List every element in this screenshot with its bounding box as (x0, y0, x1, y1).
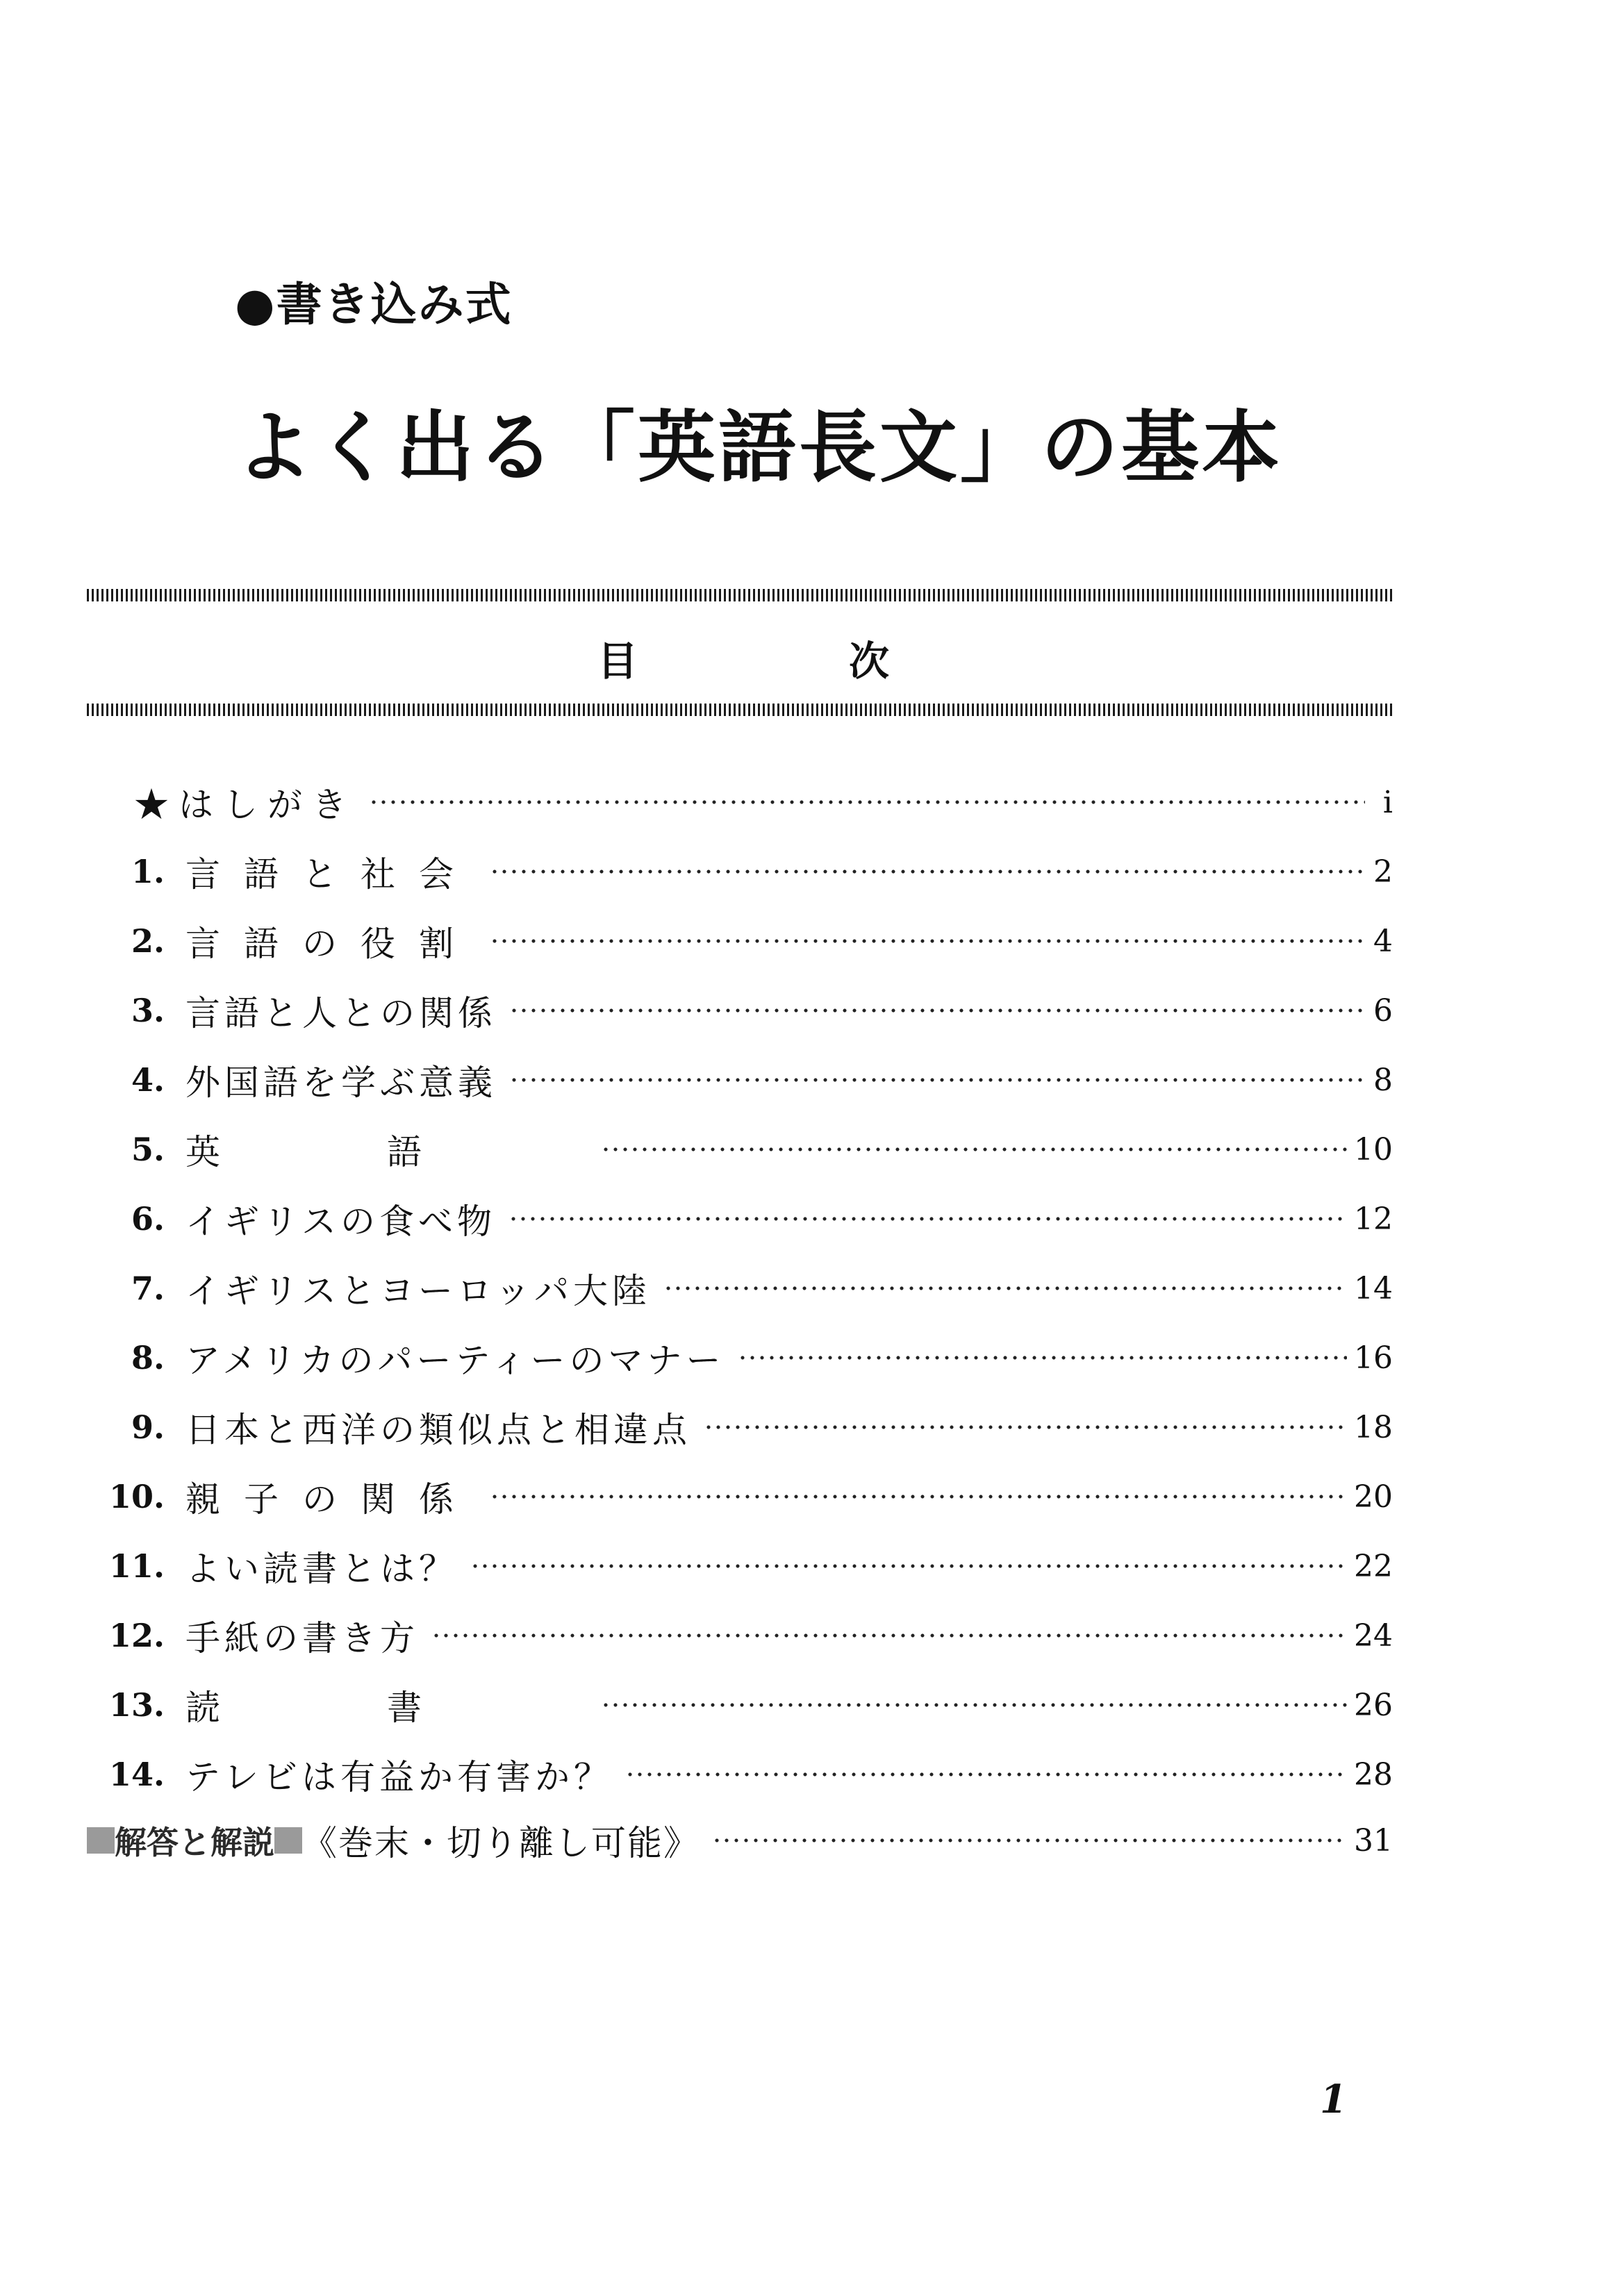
toc-entry-number: 2. (131, 922, 165, 960)
dot-leader (431, 1618, 1347, 1653)
toc-entry-number: 11. (108, 1547, 165, 1585)
appendix-note: 《巻末・切り離し可能》 (302, 1823, 700, 1863)
dot-leader (369, 785, 1365, 820)
toc-entry-11[interactable] (87, 1531, 1393, 1601)
toc-entry-page: 16 (1354, 1340, 1393, 1376)
toc-entry-7[interactable] (87, 1254, 1393, 1323)
toc-entry-14[interactable] (87, 1740, 1393, 1809)
toc-entry-page: 24 (1354, 1617, 1393, 1654)
dot-leader (601, 1132, 1347, 1167)
toc-entry-13[interactable] (87, 1670, 1393, 1740)
toc-entry-title: 日本と西洋の類似点と相違点 (185, 1410, 691, 1450)
toc-entry-number: 10. (108, 1478, 165, 1515)
toc-entry-page: 20 (1354, 1479, 1393, 1515)
toc-entry-page: 22 (1354, 1548, 1393, 1584)
toc-entry-number: 12. (108, 1617, 165, 1654)
toc-entry-page: 28 (1354, 1756, 1393, 1792)
toc-entry-number: 13. (108, 1686, 165, 1724)
toc-entry-title: 言語と社会 (185, 854, 477, 895)
toc-entry-page: 14 (1354, 1270, 1393, 1306)
appendix-marker-right (274, 1827, 302, 1854)
appendix-marker-left (87, 1827, 115, 1854)
toc-entry-2[interactable] (87, 906, 1393, 976)
toc-entry-number: 8. (131, 1339, 165, 1376)
toc-entry-number: 7. (131, 1270, 165, 1307)
toc-entry-appendix[interactable] (87, 1809, 1393, 1872)
toc-entry-page: 31 (1354, 1822, 1393, 1858)
toc-heading-left: 目 (597, 638, 638, 685)
toc-entry-title: イギリスとヨーロッパ大陸 (185, 1271, 651, 1311)
toc-entry-title: 英語 (185, 1132, 588, 1172)
toc-entry-3[interactable] (87, 976, 1393, 1045)
dot-leader (625, 1757, 1347, 1792)
toc-entry-8[interactable] (87, 1323, 1393, 1392)
toc-entry-number: 3. (131, 992, 165, 1029)
dot-leader (663, 1271, 1347, 1306)
toc-entry-title: イギリスの食べ物 (185, 1201, 496, 1242)
toc-entry-page: 10 (1354, 1131, 1393, 1167)
toc-entry-page: 8 (1373, 1062, 1393, 1098)
toc-entry-page: 18 (1354, 1409, 1393, 1445)
toc-entry-title: 外国語を学ぶ意義 (185, 1063, 497, 1103)
toc-entry-5[interactable] (87, 1115, 1393, 1184)
toc-entry-title: 言語と人との関係 (185, 993, 497, 1033)
dot-leader (509, 1063, 1365, 1097)
toc-entry-10[interactable] (87, 1462, 1393, 1531)
toc-entry-title: 親子の関係 (185, 1479, 477, 1520)
toc-entry-page: 12 (1354, 1201, 1393, 1237)
dot-leader (704, 1410, 1347, 1445)
dot-leader (738, 1340, 1348, 1375)
toc-entry-9[interactable] (87, 1392, 1393, 1462)
toc-entry-page: i (1382, 784, 1393, 820)
toc-entry-title: 言語の役割 (185, 924, 477, 964)
toc-entry-12[interactable] (87, 1601, 1393, 1670)
toc-entry-number: 6. (131, 1200, 165, 1238)
toc-entry-page: 4 (1373, 923, 1393, 959)
toc-entry-number: 1. (131, 853, 165, 890)
toc-entry-title: 読書 (185, 1688, 588, 1728)
toc-entry-title: ★はしがき (134, 785, 356, 825)
dot-leader (490, 854, 1365, 889)
toc-entry-number: 14. (108, 1756, 165, 1793)
dot-leader (508, 1201, 1347, 1236)
toc-entry-number: 4. (131, 1061, 165, 1099)
table-of-contents (87, 767, 1393, 1872)
bottom-decorative-rule (87, 704, 1393, 716)
toc-entry-6[interactable] (87, 1184, 1393, 1254)
toc-entry-page: 26 (1354, 1687, 1393, 1723)
page-number: 1 (1320, 2077, 1347, 2122)
dot-leader (601, 1688, 1347, 1722)
toc-entry-page: 2 (1373, 854, 1393, 890)
toc-entry-1[interactable] (87, 837, 1393, 906)
toc-entry-title: テレビは有益か有害か？ (185, 1757, 613, 1797)
dot-leader (490, 1479, 1347, 1514)
dot-leader (490, 924, 1365, 958)
series-label: ●書き込み式 (235, 278, 513, 331)
toc-entry-number: 9. (131, 1408, 165, 1446)
dot-leader (509, 993, 1365, 1028)
book-title: よく出る「英語長文」の基本 (235, 403, 1282, 493)
toc-entry-title: 手紙の書き方 (185, 1618, 419, 1658)
dot-leader (470, 1549, 1347, 1583)
top-decorative-rule (87, 589, 1393, 601)
toc-entry-4[interactable] (87, 1045, 1393, 1115)
toc-heading (597, 629, 889, 687)
toc-entry-title: よい読書とは？ (185, 1549, 458, 1589)
toc-entry-preface[interactable] (87, 767, 1393, 837)
dot-leader (712, 1823, 1347, 1858)
toc-heading-right: 次 (848, 638, 889, 685)
appendix-label: 解答と解説 (115, 1824, 274, 1861)
toc-entry-title: アメリカのパーティーのマナー (185, 1340, 725, 1381)
toc-entry-number: 5. (131, 1131, 165, 1168)
toc-entry-page: 6 (1373, 992, 1393, 1029)
